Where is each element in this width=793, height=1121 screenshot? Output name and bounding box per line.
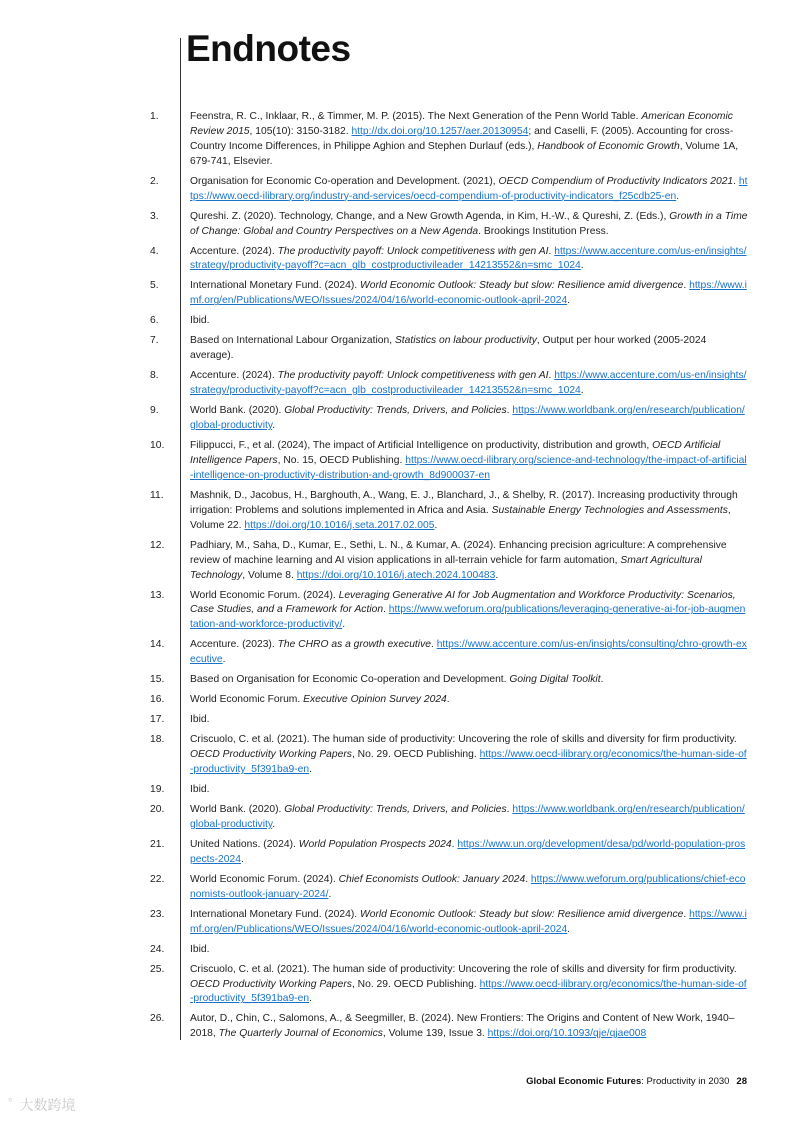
endnote-fragment: .	[548, 245, 555, 257]
endnote-item	[0, 783, 793, 798]
endnote-title: Statistics on labour productivity	[394, 335, 537, 347]
endnote-title: Growth in a Time of Change: Global and Country Perspectives on a New Agenda	[190, 210, 748, 237]
endnote-item	[0, 733, 793, 778]
endnote-link[interactable]: https://www.un.org/development/desa/pd/world-population-prospects-2024	[190, 838, 746, 865]
endnote-fragment: .	[309, 764, 312, 776]
endnote-title: OECD Compendium of Productivity Indicators 2021	[498, 175, 734, 187]
endnote-text	[190, 334, 748, 364]
endnote-title: The productivity payoff: Unlock competitiveness with gen AI	[277, 245, 549, 257]
endnote-text	[190, 838, 748, 868]
endnote-number: 1.	[150, 111, 159, 122]
endnote-fragment: .	[222, 654, 226, 666]
endnote-fragment: International Monetary Fund. (2024).	[190, 908, 360, 920]
endnote-number: 18.	[150, 734, 165, 746]
endnote-item	[0, 803, 793, 833]
endnote-item	[0, 673, 793, 688]
endnote-title: The Quarterly Journal of Economics	[218, 1028, 383, 1040]
endnote-title: OECD Productivity Working Papers	[190, 978, 352, 990]
endnote-number: 16.	[150, 694, 165, 706]
endnote-text	[190, 638, 748, 668]
endnote-fragment: , No. 29. OECD Publishing.	[351, 749, 480, 761]
endnote-fragment: .	[240, 853, 244, 865]
endnote-fragment: , No. 29. OECD Publishing.	[351, 978, 480, 990]
endnote-item	[0, 175, 793, 205]
endnote-fragment: Accenture. (2024).	[190, 245, 278, 257]
endnote-fragment: World Economic Forum.	[190, 694, 304, 706]
endnote-fragment: .	[309, 993, 312, 1005]
watermark-logo: ﾟ 大数跨境	[8, 1098, 76, 1114]
endnote-title: World Economic Outlook: Steady but slow: Resilience amid divergence	[360, 280, 684, 292]
endnote-text	[190, 175, 748, 205]
endnote-item	[0, 334, 793, 364]
endnote-item	[0, 314, 793, 329]
endnote-number: 20.	[150, 804, 165, 816]
endnote-link[interactable]: https://www.accenture.com/us-en/insights/strategy/productivity-payoff?c=acn_glb_costproductivileader_14213552&n=smc_1024	[190, 370, 747, 397]
endnote-fragment: Organisation for Economic Co-operation and Development. (2021),	[190, 175, 499, 187]
endnote-text	[190, 210, 748, 240]
endnote-fragment: World Economic Forum. (2024).	[190, 873, 339, 885]
page-number: 28	[736, 1076, 747, 1087]
endnote-link[interactable]: https://www.imf.org/en/Publications/WEO/Issues/2024/04/16/world-economic-outlook-april-2024	[190, 908, 747, 935]
endnote-text	[190, 673, 748, 688]
endnote-fragment: .	[580, 385, 584, 397]
endnote-title: Leveraging Generative AI for Job Augmentation and Workforce Productivity: Scenarios, Case Studies, and a Framework for Action	[190, 589, 736, 616]
endnote-fragment: . Brookings Institution Press.	[478, 225, 609, 237]
endnote-text	[190, 589, 748, 634]
endnote-item	[0, 1012, 793, 1042]
endnote-item	[0, 963, 793, 1008]
endnote-text	[190, 110, 748, 170]
endnotes-list	[0, 110, 793, 1047]
endnote-fragment: World Bank. (2020).	[190, 405, 285, 417]
endnote-text	[190, 943, 748, 958]
endnote-fragment: World Bank. (2020).	[190, 804, 285, 816]
endnote-number: 9.	[150, 405, 159, 417]
endnote-link[interactable]: https://www.oecd-ilibrary.org/economics/the-human-side-of-productivity_5f391ba9-en	[190, 978, 747, 1005]
endnote-number: 25.	[150, 963, 165, 975]
endnote-item	[0, 279, 793, 309]
endnote-fragment: .	[567, 923, 571, 935]
endnote-title: OECD Productivity Working Papers	[190, 749, 352, 761]
endnote-item	[0, 838, 793, 868]
page-title: Endnotes	[186, 28, 351, 69]
endnote-fragment: Accenture. (2023).	[190, 639, 278, 651]
endnote-link[interactable]: https://www.weforum.org/publications/chief-economists-outlook-january-2024/	[190, 873, 746, 900]
endnote-item	[0, 908, 793, 938]
endnote-fragment: .	[451, 838, 458, 850]
endnote-fragment: Based on Organisation for Economic Co-operation and Development.	[190, 674, 510, 686]
endnote-fragment: Padhiary, M., Saha, D., Kumar, E., Sethi, L. N., & Kumar, A. (2024). Enhancing precision agriculture: A comprehensive review of machine learning and AI vision applications in all-terrain vehicle for farm automation,	[190, 539, 727, 566]
endnote-text	[190, 314, 748, 329]
endnote-fragment: .	[383, 604, 389, 616]
endnote-number: 21.	[150, 838, 165, 850]
endnote-item	[0, 439, 793, 484]
endnote-text	[190, 908, 748, 938]
footer-report-subtitle: : Productivity in 2030	[641, 1076, 730, 1087]
endnote-title: The CHRO as a growth executive	[277, 639, 431, 651]
endnote-fragment: Feenstra, R. C., Inklaar, R., & Timmer, M. P. (2015). The Next Generation of the Penn World Table.	[190, 111, 642, 122]
endnote-link[interactable]: https://doi.org/10.1016/j.atech.2024.100483	[296, 569, 496, 581]
endnote-fragment: , Volume 22.	[190, 504, 731, 531]
page-footer	[526, 1076, 747, 1087]
endnote-fragment: .	[676, 190, 680, 202]
endnote-link[interactable]: https://www.worldbank.org/en/research/publication/global-productivity	[190, 804, 745, 830]
endnote-item	[0, 539, 793, 584]
endnote-link[interactable]: https://www.oecd-ilibrary.org/economics/the-human-side-of-productivity_5f391ba9-en	[190, 749, 747, 776]
endnote-item	[0, 873, 793, 903]
endnote-fragment: Qureshi. Z. (2020). Technology, Change, and a New Growth Agenda, in Kim, H.-W., & Qureshi, Z. (Eds.),	[190, 210, 670, 222]
endnote-fragment: .	[506, 804, 513, 816]
endnote-item	[0, 245, 793, 275]
endnote-fragment: Filippucci, F., et al. (2024), The impact of Artificial Intelligence on productivity, distribution and growth,	[190, 440, 653, 452]
endnote-number: 8.	[150, 370, 159, 382]
endnote-item	[0, 489, 793, 534]
endnote-link[interactable]: https://doi.org/10.1016/j.seta.2017.02.005	[244, 519, 435, 531]
endnote-link[interactable]: http://dx.doi.org/10.1257/aer.20130954	[351, 125, 529, 137]
endnote-fragment: Mashnik, D., Jacobus, H., Barghouth, A., Wang, E. J., Blanchard, J., & Shelby, R. (2017). Increasing productivity through irrigation: Problems and solutions implemented in Africa and Asia.	[190, 489, 738, 516]
endnote-link[interactable]: https://www.accenture.com/us-en/insights/consulting/chro-growth-executive	[190, 639, 747, 666]
endnote-text	[190, 733, 748, 778]
endnote-title: Sustainable Energy Technologies and Assessments	[491, 504, 728, 516]
endnote-number: 7.	[150, 335, 159, 347]
endnote-text	[190, 404, 748, 434]
endnote-fragment: , Volume 8.	[242, 569, 297, 581]
endnote-title: Executive Opinion Survey 2024	[303, 694, 447, 706]
endnote-fragment: .	[328, 888, 332, 900]
endnote-title: Smart Agricultural Technology	[190, 554, 702, 581]
endnote-number: 22.	[150, 873, 165, 885]
endnote-fragment: .	[272, 420, 276, 432]
endnote-title: The productivity payoff: Unlock competitiveness with gen AI	[277, 370, 549, 382]
endnote-number: 19.	[150, 784, 165, 796]
endnote-fragment: Ibid.	[190, 943, 210, 955]
endnote-number: 5.	[150, 280, 159, 292]
endnote-text	[190, 539, 748, 584]
endnote-link[interactable]: https://www.oecd-ilibrary.org/science-and-technology/the-impact-of-artificial-intelligence-on-productivity-distribution-and-growth_8d900037-en	[190, 454, 747, 481]
endnote-number: 4.	[150, 245, 159, 257]
endnote-fragment: Accenture. (2024).	[190, 370, 278, 382]
endnote-link[interactable]: https://www.accenture.com/us-en/insights/strategy/productivity-payoff?c=acn_glb_costproductivileader_14213552&n=smc_1024	[190, 245, 747, 272]
endnote-item	[0, 638, 793, 668]
endnote-text	[190, 279, 748, 309]
endnote-fragment: World Economic Forum. (2024).	[190, 589, 339, 601]
endnote-fragment: .	[733, 175, 739, 187]
endnote-fragment: .	[272, 818, 276, 830]
footer-report-title: Global Economic Futures	[526, 1076, 642, 1087]
endnote-fragment: .	[446, 694, 450, 706]
endnote-title: Handbook of Economic Growth	[537, 140, 680, 152]
endnote-title: American Economic Review 2015	[190, 111, 733, 137]
endnote-fragment: .	[342, 619, 346, 631]
endnote-text	[190, 693, 748, 708]
endnote-title: Chief Economists Outlook: January 2024	[338, 873, 526, 885]
endnote-fragment: .	[683, 908, 690, 920]
endnote-fragment: United Nations. (2024).	[190, 838, 299, 850]
endnote-title: Going Digital Toolkit	[509, 674, 601, 686]
endnote-number: 2.	[150, 175, 159, 187]
endnote-number: 6.	[150, 315, 159, 327]
endnote-title: Global Productivity: Trends, Drivers, and Policies	[284, 804, 507, 816]
endnote-number: 26.	[150, 1013, 165, 1025]
endnote-fragment: .	[567, 295, 571, 307]
endnote-item	[0, 404, 793, 434]
endnote-text	[190, 439, 748, 484]
endnote-item	[0, 943, 793, 958]
endnote-title: World Population Prospects 2024	[298, 838, 452, 850]
endnote-fragment: , Volume 139, Issue 3.	[382, 1028, 488, 1040]
endnote-fragment: Criscuolo, C. et al. (2021). The human side of productivity: Uncovering the role of skills and diversity for firm productivity.	[190, 734, 737, 746]
endnote-fragment: .	[600, 674, 604, 686]
endnote-fragment: Ibid.	[190, 714, 210, 726]
endnote-title: OECD Artificial Intelligence Papers	[190, 440, 721, 466]
endnote-number: 10.	[150, 440, 165, 452]
endnote-fragment: Ibid.	[190, 315, 210, 327]
endnote-text	[190, 713, 748, 728]
endnote-text	[190, 963, 748, 1008]
endnote-fragment: Criscuolo, C. et al. (2021). The human side of productivity: Uncovering the role of skills and diversity for firm productivity.	[190, 963, 737, 975]
endnote-fragment: .	[548, 370, 555, 382]
endnote-link[interactable]: https://www.imf.org/en/Publications/WEO/Issues/2024/04/16/world-economic-outlook-april-2024	[190, 280, 747, 307]
endnote-text	[190, 873, 748, 903]
endnote-fragment: , Volume 1A, 679-741, Elsevier.	[190, 140, 739, 167]
endnote-fragment: , Output per hour worked (2005-2024 average).	[190, 335, 707, 362]
endnote-fragment: .	[495, 569, 499, 581]
endnote-number: 24.	[150, 943, 165, 955]
endnote-fragment: .	[683, 280, 690, 292]
endnote-item	[0, 369, 793, 399]
endnote-text	[190, 783, 748, 798]
endnote-link[interactable]: https://www.weforum.org/publications/leveraging-generative-ai-for-job-augmentation-and-workforce-productivity/	[190, 604, 746, 631]
endnote-fragment: , 105(10): 3150-3182.	[249, 125, 352, 137]
endnote-link[interactable]: https://www.worldbank.org/en/research/publication/global-productivity	[190, 405, 745, 432]
endnote-fragment: Autor, D., Chin, C., Salomons, A., & Seegmiller, B. (2024). New Frontiers: The Origins and Content of New Work, 1940–2018,	[190, 1013, 735, 1040]
endnote-text	[190, 369, 748, 399]
endnote-text	[190, 1012, 748, 1042]
endnote-number: 14.	[150, 639, 165, 651]
endnote-item	[0, 210, 793, 240]
endnote-item	[0, 713, 793, 728]
endnote-fragment: .	[434, 519, 438, 531]
endnote-number: 15.	[150, 674, 165, 686]
endnote-fragment: .	[506, 405, 513, 417]
endnote-fragment: ; and Caselli, F. (2005). Accounting for cross-Country Income Differences, in Philippe Aghion and Stephen Durlauf (eds.),	[190, 125, 734, 152]
endnote-link[interactable]: https://www.oecd-ilibrary.org/industry-and-services/oecd-compendium-of-productivity-indicators_f25cdb25-en	[190, 175, 748, 202]
endnote-fragment: Based on International Labour Organization,	[190, 335, 395, 347]
endnote-item	[0, 110, 793, 170]
endnote-number: 11.	[150, 489, 164, 501]
endnote-number: 17.	[150, 714, 165, 726]
endnote-text	[190, 489, 748, 534]
endnote-link[interactable]: https://doi.org/10.1093/qje/qjae008	[487, 1028, 647, 1040]
endnote-number: 3.	[150, 210, 159, 222]
endnote-fragment: .	[430, 639, 437, 651]
endnote-text	[190, 803, 748, 833]
endnote-text	[190, 245, 748, 275]
endnote-fragment: Ibid.	[190, 784, 210, 796]
endnote-title: Global Productivity: Trends, Drivers, and Policies	[284, 405, 507, 417]
endnote-number: 12.	[150, 539, 165, 551]
endnote-number: 23.	[150, 908, 165, 920]
endnote-fragment: International Monetary Fund. (2024).	[190, 280, 360, 292]
endnote-number: 13.	[150, 589, 165, 601]
endnote-fragment: , No. 15, OECD Publishing.	[277, 454, 406, 466]
endnote-fragment: .	[580, 260, 584, 272]
endnote-item	[0, 589, 793, 634]
endnote-title: World Economic Outlook: Steady but slow: Resilience amid divergence	[360, 908, 684, 920]
endnote-fragment: .	[525, 873, 531, 885]
endnote-item	[0, 693, 793, 708]
